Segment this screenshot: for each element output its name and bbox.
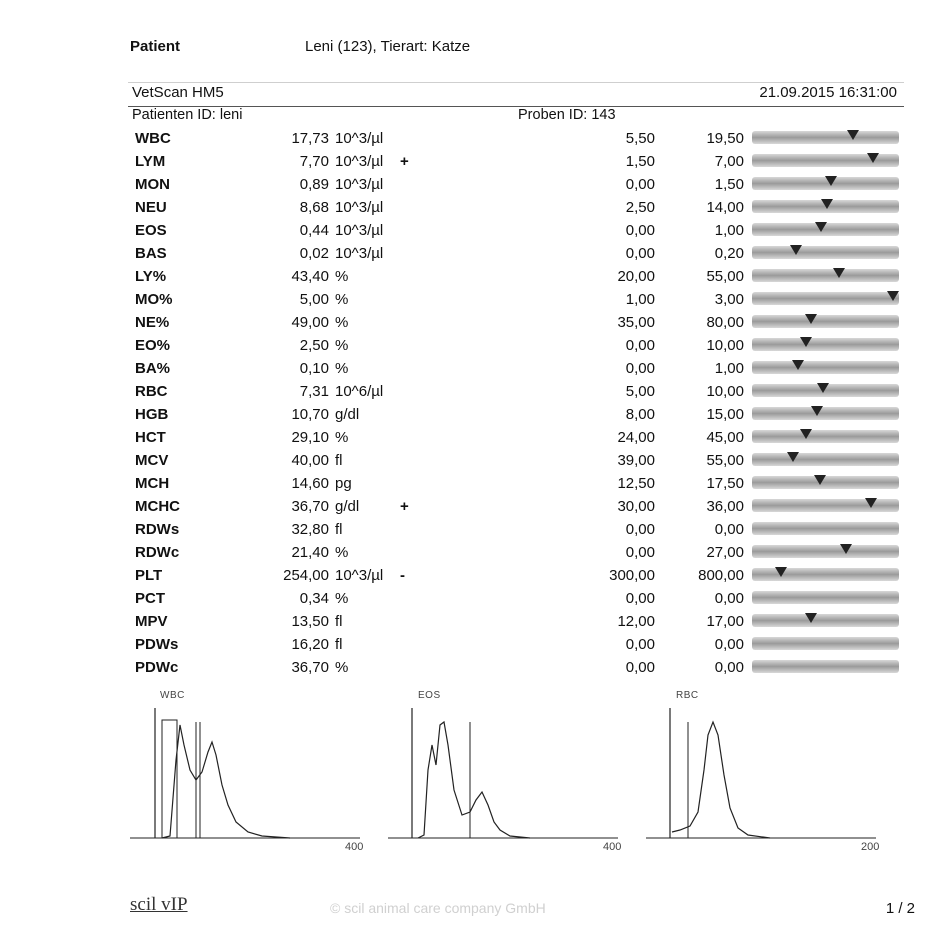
result-name: NEU <box>135 199 167 216</box>
result-value: 16,20 <box>291 636 329 653</box>
result-unit: % <box>335 337 349 354</box>
histogram-tick-wbc: 400 <box>345 841 364 853</box>
patient-id: Patienten ID: leni <box>132 107 243 123</box>
result-name: HGB <box>135 406 169 423</box>
result-unit: g/dl <box>335 498 360 515</box>
result-low: 0,00 <box>625 521 655 538</box>
result-high: 0,20 <box>714 245 744 262</box>
result-value: 0,02 <box>299 245 329 262</box>
result-name: BA% <box>135 360 171 377</box>
result-low: 20,00 <box>617 268 655 285</box>
result-high: 1,50 <box>714 176 744 193</box>
result-low: 0,00 <box>625 222 655 239</box>
result-name: MCH <box>135 475 170 492</box>
result-value: 49,00 <box>291 314 329 331</box>
result-unit: % <box>335 659 349 676</box>
result-low: 0,00 <box>625 590 655 607</box>
result-value: 8,68 <box>299 199 329 216</box>
result-unit: fl <box>335 452 343 469</box>
result-value: 13,50 <box>291 613 329 630</box>
result-high: 15,00 <box>706 406 744 423</box>
result-high: 55,00 <box>706 452 744 469</box>
result-high: 3,00 <box>714 291 744 308</box>
result-unit: % <box>335 314 349 331</box>
patient-value: Leni (123), Tierart: Katze <box>305 38 471 55</box>
result-high: 17,50 <box>706 475 744 492</box>
result-flag: + <box>400 153 409 170</box>
result-high: 0,00 <box>714 636 744 653</box>
scil-vip-logo: scil vIP <box>130 894 188 915</box>
result-low: 0,00 <box>625 544 655 561</box>
result-low: 0,00 <box>625 636 655 653</box>
result-name: LYM <box>135 153 166 170</box>
result-high: 1,00 <box>714 360 744 377</box>
result-low: 35,00 <box>617 314 655 331</box>
result-unit: % <box>335 590 349 607</box>
result-value: 7,31 <box>299 383 329 400</box>
result-unit: 10^3/µl <box>335 130 384 147</box>
result-value: 36,70 <box>291 498 329 515</box>
result-low: 12,50 <box>617 475 655 492</box>
result-name: HCT <box>135 429 166 446</box>
result-value: 7,70 <box>299 153 329 170</box>
result-high: 0,00 <box>714 590 744 607</box>
result-name: PLT <box>135 567 163 584</box>
result-unit: fl <box>335 521 343 538</box>
result-value: 29,10 <box>291 429 329 446</box>
result-high: 55,00 <box>706 268 744 285</box>
result-unit: 10^3/µl <box>335 153 384 170</box>
result-unit: pg <box>335 475 352 492</box>
result-unit: fl <box>335 613 343 630</box>
result-high: 10,00 <box>706 383 744 400</box>
result-unit: % <box>335 360 349 377</box>
device-name: VetScan HM5 <box>132 84 224 101</box>
result-name: PCT <box>135 590 165 607</box>
result-value: 43,40 <box>291 268 329 285</box>
histogram-rbc <box>646 708 876 838</box>
result-unit: 10^6/µl <box>335 383 384 400</box>
result-high: 800,00 <box>698 567 744 584</box>
result-high: 27,00 <box>706 544 744 561</box>
result-low: 5,50 <box>625 130 655 147</box>
result-name: MON <box>135 176 170 193</box>
result-name: NE% <box>135 314 170 331</box>
histogram-label-rbc: RBC <box>676 690 699 701</box>
patient-label: Patient <box>130 38 181 55</box>
result-low: 8,00 <box>625 406 655 423</box>
result-value: 2,50 <box>299 337 329 354</box>
result-name: WBC <box>135 130 171 147</box>
result-value: 5,00 <box>299 291 329 308</box>
result-unit: 10^3/µl <box>335 245 384 262</box>
result-name: RBC <box>135 383 168 400</box>
result-value: 21,40 <box>291 544 329 561</box>
histogram-label-eos: EOS <box>418 690 441 701</box>
result-low: 2,50 <box>625 199 655 216</box>
result-unit: g/dl <box>335 406 360 423</box>
result-value: 10,70 <box>291 406 329 423</box>
result-high: 0,00 <box>714 659 744 676</box>
sample-id: Proben ID: 143 <box>518 107 616 123</box>
result-low: 30,00 <box>617 498 655 515</box>
result-low: 24,00 <box>617 429 655 446</box>
result-name: EOS <box>135 222 167 239</box>
result-high: 45,00 <box>706 429 744 446</box>
histogram-tick-eos: 400 <box>603 841 622 853</box>
result-high: 7,00 <box>714 153 744 170</box>
result-low: 5,00 <box>625 383 655 400</box>
histogram-tick-rbc: 200 <box>861 841 880 853</box>
result-low: 12,00 <box>617 613 655 630</box>
result-unit: % <box>335 268 349 285</box>
result-name: LY% <box>135 268 167 285</box>
result-flag: + <box>400 498 409 515</box>
result-high: 10,00 <box>706 337 744 354</box>
result-high: 14,00 <box>706 199 744 216</box>
result-low: 0,00 <box>625 245 655 262</box>
result-unit: 10^3/µl <box>335 176 384 193</box>
result-low: 0,00 <box>625 360 655 377</box>
result-value: 0,89 <box>299 176 329 193</box>
histogram-wbc <box>130 708 360 838</box>
result-name: MO% <box>135 291 173 308</box>
result-name: MPV <box>135 613 168 630</box>
result-high: 17,00 <box>706 613 744 630</box>
result-unit: % <box>335 429 349 446</box>
result-value: 0,44 <box>299 222 329 239</box>
result-flag: - <box>400 567 405 584</box>
result-low: 0,00 <box>625 659 655 676</box>
result-value: 17,73 <box>291 130 329 147</box>
result-low: 39,00 <box>617 452 655 469</box>
result-unit: % <box>335 544 349 561</box>
result-value: 14,60 <box>291 475 329 492</box>
result-value: 40,00 <box>291 452 329 469</box>
result-unit: 10^3/µl <box>335 222 384 239</box>
result-low: 1,00 <box>625 291 655 308</box>
histogram-label-wbc: WBC <box>160 690 185 701</box>
report-datetime: 21.09.2015 16:31:00 <box>759 84 897 101</box>
result-low: 0,00 <box>625 337 655 354</box>
page-number: 1 / 2 <box>885 900 915 917</box>
result-low: 300,00 <box>609 567 655 584</box>
result-value: 0,10 <box>299 360 329 377</box>
result-high: 0,00 <box>714 521 744 538</box>
result-name: EO% <box>135 337 171 354</box>
result-name: RDWs <box>135 521 180 538</box>
result-low: 1,50 <box>625 153 655 170</box>
result-value: 32,80 <box>291 521 329 538</box>
result-low: 0,00 <box>625 176 655 193</box>
result-unit: 10^3/µl <box>335 199 384 216</box>
histogram-eos <box>388 708 618 838</box>
result-high: 80,00 <box>706 314 744 331</box>
result-unit: % <box>335 291 349 308</box>
result-name: BAS <box>135 245 167 262</box>
result-value: 0,34 <box>299 590 329 607</box>
result-name: PDWc <box>135 659 179 676</box>
result-name: PDWs <box>135 636 179 653</box>
result-name: MCHC <box>135 498 180 515</box>
result-unit: fl <box>335 636 343 653</box>
result-high: 1,00 <box>714 222 744 239</box>
result-name: RDWc <box>135 544 180 561</box>
result-high: 36,00 <box>706 498 744 515</box>
result-unit: 10^3/µl <box>335 567 384 584</box>
result-high: 19,50 <box>706 130 744 147</box>
result-value: 254,00 <box>283 567 329 584</box>
result-value: 36,70 <box>291 659 329 676</box>
copyright: © scil animal care company GmbH <box>330 900 546 916</box>
result-name: MCV <box>135 452 169 469</box>
